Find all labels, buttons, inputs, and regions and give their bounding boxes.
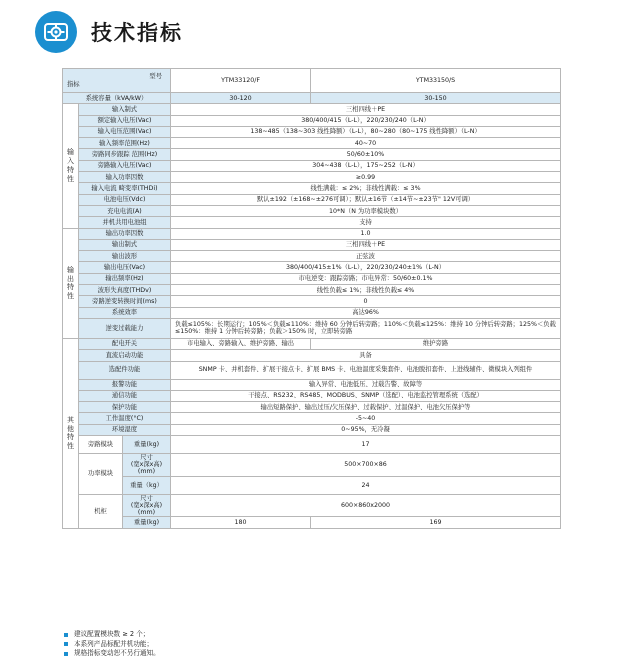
row-label: 重量（kg） (123, 476, 171, 494)
table-row (63, 115, 561, 126)
row-label: 环境湿度 (79, 424, 171, 435)
row-label: 并机共用电池组 (79, 217, 171, 228)
table-row (63, 138, 561, 149)
row-value: 输入异常、电池低压、过载告警、故障等 (171, 379, 561, 390)
row-value: 输出短路保护、输出过压/欠压保护、过载保护、过温保护、电池欠压保护等 (171, 402, 561, 413)
row-value: ≥0.99 (171, 172, 561, 183)
settings-gear-icon (35, 11, 77, 53)
note-item: 建议配置模块数 ≥ 2 个； (64, 630, 160, 640)
table-row (63, 338, 561, 349)
row-label: 系统容量（kVA/kW） (63, 93, 171, 104)
switch-value-1: 市电输入、旁路输入、维护旁路、输出 (171, 338, 311, 349)
header-corner-cell (63, 69, 171, 93)
indicator-header-label: 指标 (67, 80, 80, 88)
row-value: 1.0 (171, 228, 561, 239)
table-row (63, 318, 561, 338)
table-row (63, 104, 561, 115)
bullet-square-icon (64, 642, 68, 646)
row-label: 输入功率因数 (79, 172, 171, 183)
row-value: 市电逆变：跟踪旁路；市电异常：50/60±0.1% (171, 273, 561, 284)
row-value: 干接点、RS232、RS485、MODBUS、SNMP（选配）、电池监控管理系统（选配） (171, 390, 561, 401)
table-row (63, 239, 561, 250)
row-label: 通信功能 (79, 390, 171, 401)
table-row (63, 160, 561, 171)
table-row (63, 273, 561, 284)
subgroup-label: 机柜 (79, 494, 123, 528)
model-header-label: 型号 (149, 73, 163, 81)
table-row (63, 402, 561, 413)
bullet-square-icon (64, 633, 68, 637)
row-value: 0~95%，无冷凝 (171, 424, 561, 435)
row-label: 直流启动功能 (79, 350, 171, 361)
note-item: 规格指标变动恕不另行通知。 (64, 649, 160, 659)
table-row (63, 350, 561, 361)
table-header-row (63, 69, 561, 81)
row-label: 输入制式 (79, 104, 171, 115)
page-header (35, 8, 183, 56)
group-label-output: 输 出 特 性 (63, 228, 79, 338)
row-label: 重量(kg) (123, 517, 171, 528)
row-label: 输出波形 (79, 251, 171, 262)
cabinet-weight-1: 180 (171, 517, 311, 528)
row-value: 380/400/415±1%（L-L），220/230/240±1%（L-N） (171, 262, 561, 273)
table-row (63, 251, 561, 262)
table-row (63, 285, 561, 296)
table-row (63, 413, 561, 424)
row-label: 系统效率 (79, 307, 171, 318)
row-value: 380/400/415（L-L），220/230/240（L-N） (171, 115, 561, 126)
row-value: 50/60±10% (171, 149, 561, 160)
model-name-2: YTM33150/S (311, 69, 561, 93)
row-value: 600×860x2000 (171, 494, 561, 517)
table-row (63, 454, 561, 477)
table-row (63, 296, 561, 307)
row-value: 304~438（L-L），175~252（L-N） (171, 160, 561, 171)
capacity-value-1: 30-120 (171, 93, 311, 104)
row-value: 负载≤105%：长期运行；105%＜负载≤110%：维持 60 分钟后转旁路；110%＜负载≤125%：维持 10 分钟后转旁路；125%＜负载≤150%：维持 1 分钟后转旁路；负载＞150% 时，立即转旁路 (171, 318, 561, 338)
table-row (63, 194, 561, 205)
subgroup-label: 功率模块 (79, 454, 123, 495)
table-row (63, 436, 561, 454)
table-row (63, 390, 561, 401)
group-label-input: 输 入 特 性 (63, 104, 79, 228)
model-name-1: YTM33120/F (171, 69, 311, 93)
row-label: 报警功能 (79, 379, 171, 390)
row-label: 输入电流 畸变率(THDi) (79, 183, 171, 194)
row-value: -5~40 (171, 413, 561, 424)
table-row (63, 379, 561, 390)
row-value: 具备 (171, 350, 561, 361)
table-row (63, 361, 561, 379)
subgroup-label: 旁路模块 (79, 436, 123, 454)
table-row (63, 149, 561, 160)
row-label: 旁路同步跟踪 范围(Hz) (79, 149, 171, 160)
row-value: 10*N（N 为功率模块数） (171, 205, 561, 216)
row-label: 额定输入电压(Vac) (79, 115, 171, 126)
row-value: 0 (171, 296, 561, 307)
row-label: 旁路输入电压(Vac) (79, 160, 171, 171)
row-label: 工作温度(°C) (79, 413, 171, 424)
table-row (63, 93, 561, 104)
row-label: 旁路逆变转换时间(ms) (79, 296, 171, 307)
row-label: 尺寸 (宽x深x高)(mm) (123, 494, 171, 517)
spec-table (62, 68, 561, 529)
table-row (63, 517, 561, 528)
notes-list (64, 630, 160, 659)
row-value: 500×700×86 (171, 454, 561, 477)
row-label: 选配件功能 (79, 361, 171, 379)
row-label: 输入电压范围(Vac) (79, 126, 171, 137)
row-label: 输出功率因数 (79, 228, 171, 239)
row-value: 默认±192（±168~±276可调）；默认±16节（±14节~±23节" 12V可调） (171, 194, 561, 205)
row-value: 线性负载≤ 1%；非线性负载≤ 4% (171, 285, 561, 296)
row-label: 尺寸 (宽x深x高)(mm) (123, 454, 171, 477)
table-row (63, 217, 561, 228)
note-item: 本系列产品标配并机功能； (64, 640, 160, 650)
row-label: 配电开关 (79, 338, 171, 349)
table-row (63, 126, 561, 137)
row-label: 保护功能 (79, 402, 171, 413)
row-value: 138~485（138~303 线性降额）（L-L），80~280（80~175 线性降额）（L-N） (171, 126, 561, 137)
row-value: 支持 (171, 217, 561, 228)
table-row (63, 476, 561, 494)
row-value: 24 (171, 476, 561, 494)
row-label: 输出电压(Vac) (79, 262, 171, 273)
row-label: 输入频率范围(Hz) (79, 138, 171, 149)
row-label: 波形失真度(THDv) (79, 285, 171, 296)
cabinet-weight-2: 169 (311, 517, 561, 528)
row-label: 电池电压(Vdc) (79, 194, 171, 205)
row-value: SNMP 卡、并机套件、扩展干接点卡、扩展 BMS 卡、电池温度采集套件、电池脱扣套件、上进线辅件、微模块入列组件 (171, 361, 561, 379)
table-row (63, 424, 561, 435)
row-label: 输出制式 (79, 239, 171, 250)
row-value: 线性满载：≤ 2%；非线性满载：≤ 3% (171, 183, 561, 194)
row-value: 17 (171, 436, 561, 454)
row-value: 高达96% (171, 307, 561, 318)
page-title: 技术指标 (91, 21, 183, 45)
row-label: 充电电流(A) (79, 205, 171, 216)
row-label: 逆变过载能力 (79, 318, 171, 338)
table-row (63, 262, 561, 273)
row-value: 三相四线＋PE (171, 104, 561, 115)
bullet-square-icon (64, 652, 68, 656)
table-row (63, 307, 561, 318)
switch-value-2: 维护旁路 (311, 338, 561, 349)
row-value: 三相四线＋PE (171, 239, 561, 250)
table-row (63, 172, 561, 183)
row-value: 正弦波 (171, 251, 561, 262)
row-label: 重量(kg) (123, 436, 171, 454)
table-row (63, 205, 561, 216)
group-label-other: 其 他 特 性 (63, 338, 79, 528)
table-row (63, 228, 561, 239)
row-value: 40~70 (171, 138, 561, 149)
row-label: 输出频率(Hz) (79, 273, 171, 284)
table-row (63, 494, 561, 517)
capacity-value-2: 30-150 (311, 93, 561, 104)
table-row (63, 183, 561, 194)
